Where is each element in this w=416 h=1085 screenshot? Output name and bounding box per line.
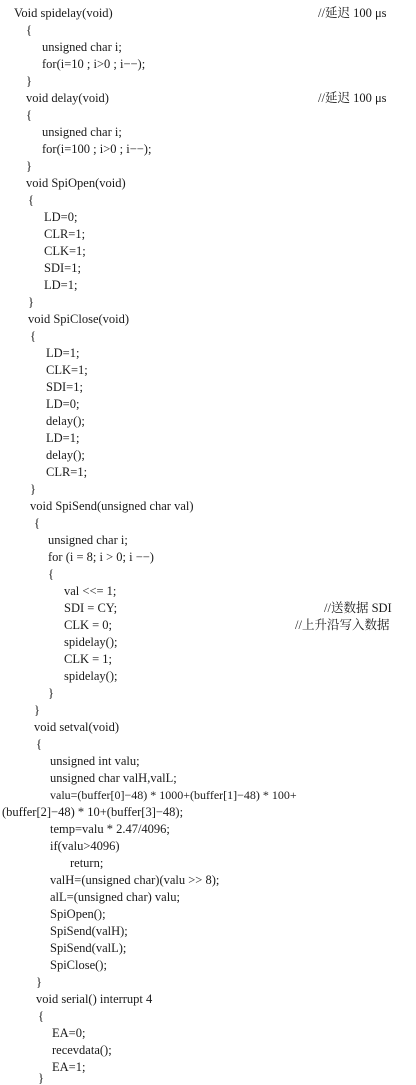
code-line: } xyxy=(48,686,54,700)
code-line: LD=0; xyxy=(44,210,78,224)
code-line: unsigned char i; xyxy=(42,40,122,54)
code-line: LD=1; xyxy=(46,431,80,445)
code-line: unsigned char valH,valL; xyxy=(50,771,177,785)
code-line: { xyxy=(36,737,42,751)
code-line: spidelay(); xyxy=(64,669,118,683)
code-line: SDI = CY; xyxy=(64,601,118,615)
code-line: CLR=1; xyxy=(44,227,86,241)
code-line: Void spidelay(void) xyxy=(14,6,113,20)
code-line: recevdata(); xyxy=(52,1043,112,1057)
code-line: CLR=1; xyxy=(46,465,88,479)
code-line: val <<= 1; xyxy=(64,584,117,598)
code-line: valH=(unsigned char)(valu >> 8); xyxy=(50,873,220,887)
code-line: void SpiClose(void) xyxy=(28,312,130,326)
code-line: void delay(void) xyxy=(26,91,109,105)
code-line: CLK = 1; xyxy=(64,652,113,666)
code-line: EA=0; xyxy=(52,1026,86,1040)
code-line: unsigned int valu; xyxy=(50,754,140,768)
code-line: temp=valu * 2.47/4096; xyxy=(50,822,170,836)
code-line: alL=(unsigned char) valu; xyxy=(50,890,180,904)
code-line: EA=1; xyxy=(52,1060,86,1074)
code-line: SpiSend(valL); xyxy=(50,941,127,955)
code-line: CLK=1; xyxy=(46,363,88,377)
code-line: { xyxy=(38,1009,44,1023)
code-line: for(i=10 ; i>0 ; i−−); xyxy=(42,57,146,71)
code-line: } xyxy=(36,975,42,989)
code-line: } xyxy=(30,482,36,496)
code-line: (buffer[2]−48) * 10+(buffer[3]−48); xyxy=(2,805,184,819)
code-line: for (i = 8; i > 0; i −−) xyxy=(48,550,154,564)
code-line: void serial() interrupt 4 xyxy=(36,992,153,1006)
code-line: } xyxy=(26,159,32,173)
code-line: CLK = 0; xyxy=(64,618,113,632)
code-line: if(valu>4096) xyxy=(50,839,120,853)
code-line: spidelay(); xyxy=(64,635,118,649)
code-comment: //送数据 SDI xyxy=(324,601,392,615)
code-line: LD=0; xyxy=(46,397,80,411)
code-line: void SpiSend(unsigned char val) xyxy=(30,499,194,513)
code-line: { xyxy=(48,567,54,581)
code-line: { xyxy=(34,516,40,530)
code-line: LD=1; xyxy=(46,346,80,360)
code-line: } xyxy=(28,295,34,309)
code-line: } xyxy=(26,74,32,88)
code-line: delay(); xyxy=(46,414,85,428)
code-line: { xyxy=(30,329,36,343)
code-line: LD=1; xyxy=(44,278,78,292)
code-line: SpiSend(valH); xyxy=(50,924,128,938)
code-line: SDI=1; xyxy=(46,380,83,394)
code-line: { xyxy=(28,193,34,207)
code-line: CLK=1; xyxy=(44,244,86,258)
code-line: unsigned char i; xyxy=(48,533,128,547)
code-line: SpiOpen(); xyxy=(50,907,106,921)
code-line: for(i=100 ; i>0 ; i−−); xyxy=(42,142,152,156)
code-line: delay(); xyxy=(46,448,85,462)
code-line: void setval(void) xyxy=(34,720,120,734)
code-line: void SpiOpen(void) xyxy=(26,176,126,190)
code-line: } xyxy=(34,703,40,717)
code-line: SDI=1; xyxy=(44,261,81,275)
code-line: } xyxy=(38,1071,44,1085)
code-line: valu=(buffer[0]−48) * 1000+(buffer[1]−48) * 100+ xyxy=(50,788,297,802)
code-line: SpiClose(); xyxy=(50,958,107,972)
code-line: { xyxy=(26,23,32,37)
code-line: unsigned char i; xyxy=(42,125,122,139)
code-comment: //上升沿写入数据 xyxy=(295,618,390,632)
code-comment: //延迟 100 μs xyxy=(318,6,387,20)
code-line: return; xyxy=(70,856,104,870)
code-line: { xyxy=(26,108,32,122)
code-comment: //延迟 100 μs xyxy=(318,91,387,105)
